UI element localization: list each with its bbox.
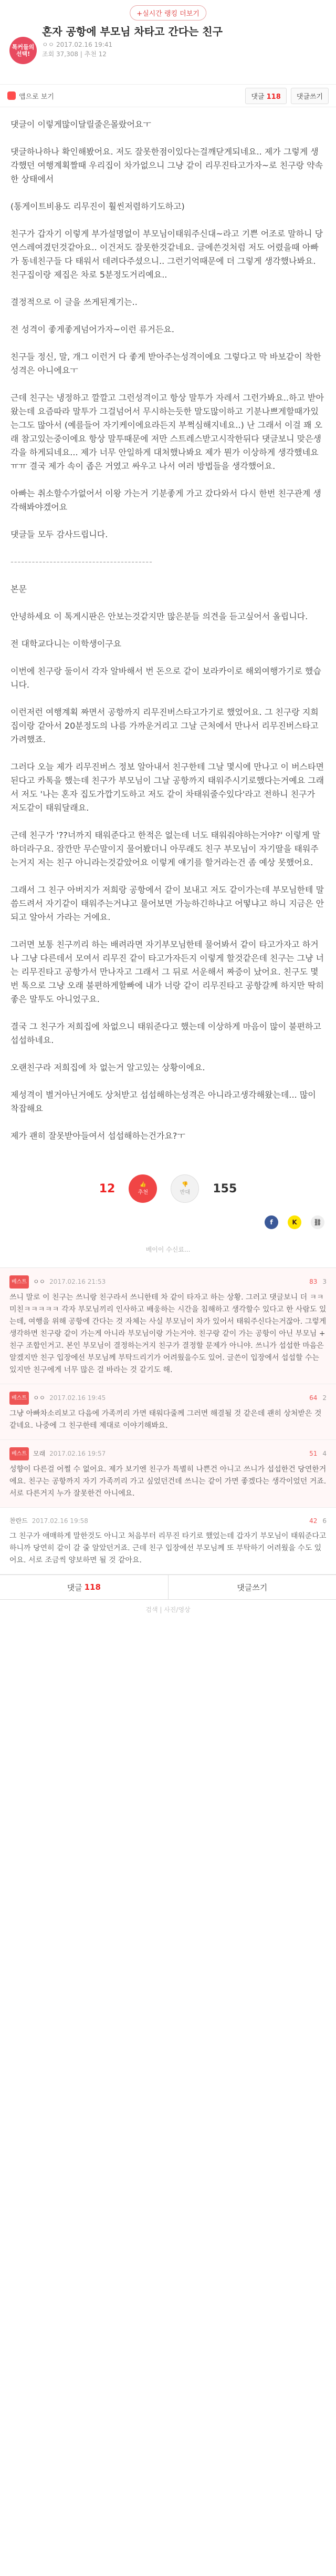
- article-paragraph: 이런저런 여행계획 짜면서 공항까지 리무진버스타고가기로 했었어요. 그 친구랑 지희집이랑 같아서 20분정도의 나름 가까운거리고 그날 근처에서 만나서 리무진버스타고가려했죠.: [10, 707, 319, 744]
- thumbs-up-icon: 👍: [140, 1182, 146, 1188]
- comment-text: 쓰니 말로 이 친구는 쓰니랑 친구라서 쓰니한테 차 같이 타자고 하는 상황. 그러고 댓글보니 더 ㅋㅋ 미친ㅋㅋㅋㅋㅋ 각자 부모님끼리 인사하고 배웅하는 시간을 침해하고 생각할수 있다고 한 사람도 있는데, 여행을 위해 공항에 간다는 것 자체는 사실 부모님이 차가 있어서 태워주신다는거잖아. 그렇게 생각하면 친구랑 같이 가는게 아니라 부모님이랑 가는거야. 친구랑 같이 가는 공항이 아닌 부모님 + 친구 조합인거고. 본인 부모님이 결정하는거지 친구가 결정할 문제가 아니야. 쓰니가 섭섭한 마음은 알겠지만 친구 입장에선 부모님께 부탁드리기가 어려웠을수도 있어. 글쓴이 입장에서 섭섭할 수는 있지만 친구에게 너무 많은 걸 바라는 것 같기도 해.: [9, 1293, 327, 1374]
- best-badge: 베스트: [9, 1447, 29, 1460]
- ad-label: 베이이 수신료...: [145, 1246, 191, 1253]
- post-meta: [42, 40, 112, 59]
- bottom-comment-label: 댓글: [67, 1582, 82, 1592]
- article-paragraph: 이번에 친구랑 둘이서 각자 알바해서 번 돈으로 같이 보라카이로 해외여행가기로 했습니다.: [10, 666, 321, 690]
- article-paragraph: 댓글하나하나 확인해봤어요. 저도 잘못한점이있다는걸깨닫게되네요.. 제가 그렇게 생각했던 여행계획짤때 우리집이 차가없으니 그냥 같이 리무진타고가자~로 친구랑 약속한 상태에서: [10, 147, 323, 184]
- comment-item: [0, 1384, 336, 1440]
- bottom-comment-button[interactable]: [0, 1575, 169, 1599]
- article-paragraph: 친구들 정신, 말, 개그 이런거 다 좋게 받아주는성격이에요 그렇다고 막 바보같이 착한성격은 아니에요ㅜ: [10, 352, 321, 375]
- comment-up-count[interactable]: 64: [309, 1394, 318, 1402]
- article-paragraph: 안녕하세요 이 톡게시판은 안보는것같지만 많은분들 의견을 듣고싶어서 올립니다.: [10, 611, 308, 621]
- comment-down-count[interactable]: 2: [322, 1394, 327, 1402]
- comment-list: [0, 1267, 336, 1575]
- article-paragraph: (통게이트비용도 리무진이 훨씬저렴하기도하고): [10, 201, 185, 211]
- comment-author[interactable]: 찬란드: [9, 1517, 28, 1525]
- vote-area: [0, 1174, 336, 1203]
- post-author-date: ㅇㅇ 2017.02.16 19:41: [42, 41, 113, 48]
- article-paragraph: 그러면 보통 친구끼리 하는 배려라면 자기부모님한테 물어봐서 같이 타고가자고 하거나 그냥 다른데서 모여서 리무진 같이 타고가자든지 이렇게 할것같은데 친구는 그냥 너는 리무진타고 공항가서 만나자고 그래서 그 뒤로 서운해서 짜증이 났어요. 친구도 몇번 톡으로 그냥 오래 불편하게할빠에 내가 너랑 같이 리무진타고 공항갈께 하지만 딱히 좋은 말투도 아니었구요.: [10, 939, 324, 1004]
- comment-text: 그 친구가 애매하게 말한것도 아니고 처음부터 리무진 타기로 했었는데 갑자기 부모님이 태워준다고 하니까 당연히 같이 갈 줄 알았던거죠. 근데 친구 입장에선 부모님께 또 부탁하기 어려웠을 수도 있어요. 서로 조금씩 양보하면 될 것 같아요.: [9, 1532, 327, 1565]
- app-icon: [7, 91, 16, 100]
- comment-date: 2017.02.16 19:58: [32, 1517, 88, 1525]
- comment-item: [0, 1440, 336, 1508]
- comment-text: 성향이 다른걸 어쩔 수 없어요. 제가 보기엔 친구가 특별히 나쁜건 아니고 쓰니가 섭섭한건 당연한거에요. 친구는 공항까지 자기 가족끼리 가고 싶었던건데 쓰니는 같이 가면 좋겠다는 생각이었던 거죠. 서로 다른거지 누가 잘못한건 아니에요.: [9, 1465, 327, 1498]
- comment-date: 2017.02.16 19:57: [49, 1450, 106, 1457]
- comment-text: 그냥 아빠차소리보고 다음에 가족끼리 가면 태워다줄께 그러면 해결될 것 같은데 괜히 상처받은 것 같네요. 나중에 그 친구한테 제대로 이야기해봐요.: [9, 1409, 322, 1430]
- article-paragraph: 아빠는 취소할수가없어서 이왕 가는거 기분좋게 가고 갔다와서 다시 한번 친구관계 생각해봐야겠어요: [10, 488, 321, 512]
- post-title: 혼자 공항에 부모님 차타고 간다는 친구: [42, 25, 223, 38]
- article-paragraph: 본문: [10, 584, 27, 594]
- up-vote-count: 12: [99, 1182, 116, 1195]
- article-paragraph: 그래서 그 친구 아버지가 저희랑 공항에서 같이 보내고 저도 같이가는데 부모님한테 말씀드려서 자기같이 태워주는거냐고 물어보면 가능하긴하냐고 어떻냐고 하니 지금은 안되고 알아서 가라는 거에요.: [10, 885, 324, 922]
- article-paragraph: 친구가 갑자기 이렇게 부가설명없이 부모님이태워주신대~라고 기쁜 어조로 말하니 당연스레여겼던것같아요.. 이건저도 잘못한것같네요. 글에쓴것처럼 저도 어렸을때 아빠가 동네친구들 다 태워서 데려다주셨으니.. 그런기억때문에 더 그렇게 생각했나봐요. 친구집이랑 제집은 차로 5분정도거리예요..: [10, 229, 323, 280]
- article-paragraph: 제성격이 별거아닌거에도 상처받고 섭섭해하는성격은 아니라고생각해왔는데... 많이 착잡해요: [10, 1090, 316, 1113]
- kakao-icon[interactable]: K: [288, 1215, 301, 1229]
- article-paragraph: 제가 괜히 잘못받아들여서 섭섭해하는건가요?ㅜ: [10, 1131, 185, 1141]
- toker-choice-badge: 톡커들의 선택!: [9, 37, 37, 64]
- write-comment-button[interactable]: 댓글쓰기: [291, 88, 329, 104]
- comment-down-count[interactable]: 6: [322, 1517, 327, 1525]
- thumbs-down-icon: 👎: [182, 1182, 188, 1188]
- comment-up-count[interactable]: 51: [309, 1450, 318, 1457]
- article-paragraph: 결국 그 친구가 저희집에 차없으니 태워준다고 했는데 이상하게 마음이 많이 불편하고 섭섭하네요.: [10, 1021, 321, 1045]
- comment-author[interactable]: ㅇㅇ: [33, 1394, 46, 1402]
- article-paragraph: 근데 친구가 '??너까지 태워준다고 한적은 없는데 너도 태워줘야하는거야?' 이렇게 말하더라구요. 잠깐만 무슨말이지 물어봤더니 아무래도 친구 부모님이 자기딸을 태워주는거지 저는 친구 아니라는것같았어요 이렇게 얘기를 할거라는건 좀 예상 못했어요.: [10, 830, 321, 867]
- comment-item: [0, 1508, 336, 1575]
- best-badge: 베스트: [9, 1275, 29, 1289]
- post-header: [0, 0, 336, 84]
- app-view-link[interactable]: [7, 91, 54, 101]
- up-vote-button[interactable]: [129, 1174, 157, 1203]
- bottom-action-bar: [0, 1575, 336, 1600]
- comment-count: 118: [266, 93, 281, 101]
- comment-up-count[interactable]: 83: [309, 1278, 318, 1285]
- comment-header: [9, 1275, 327, 1289]
- facebook-icon[interactable]: f: [265, 1215, 278, 1229]
- footer-links[interactable]: 검색 | 사진/영상: [145, 1606, 191, 1613]
- best-badge: 베스트: [9, 1392, 29, 1405]
- article-paragraph: 전 성격이 좋게좋게넘어가자~이런 류거든요.: [10, 324, 174, 334]
- comment-total: 155: [213, 1182, 237, 1195]
- comment-date: 2017.02.16 21:53: [49, 1278, 106, 1285]
- comment-votes: [309, 1392, 327, 1404]
- comment-label: 댓글: [251, 93, 265, 101]
- comment-author[interactable]: 모래: [33, 1450, 46, 1457]
- bottom-comment-count: 118: [84, 1582, 101, 1592]
- comment-down-count[interactable]: 3: [322, 1278, 327, 1285]
- realtime-ranking-button[interactable]: +실시간 랭킹 더보기: [130, 5, 206, 21]
- link-icon[interactable]: ⛓: [311, 1215, 324, 1229]
- article-paragraph: 댓글이 이렇게많이달릴줄은몰랐어요ㅜ: [10, 119, 151, 129]
- comment-up-count[interactable]: 42: [309, 1517, 318, 1525]
- article-paragraph: ----------------------------------------: [10, 557, 153, 567]
- share-row: [0, 1203, 336, 1229]
- comment-date: 2017.02.16 19:45: [49, 1394, 106, 1402]
- article-paragraph: 그러다 오늘 제가 리무진버스 정보 알아내서 친구한테 그날 몇시에 만나고 이 버스타면된다고 카톡을 했는데 친구가 부모님이 그날 공항까지 태워주시기로했다는거예요 그래서 저도 '나는 혼자 집도가깝기도하고 저도 같이 차태워줄수있다'라고 전하니 친구가 저도같이 태워달래요.: [10, 762, 324, 813]
- comment-votes: [309, 1515, 327, 1527]
- article-body: [0, 107, 336, 1157]
- comment-header: [9, 1447, 327, 1460]
- comment-item: [0, 1268, 336, 1384]
- comment-count-button[interactable]: [245, 88, 286, 104]
- comment-author[interactable]: ㅇㅇ: [33, 1278, 46, 1285]
- article-paragraph: 근데 친구는 냉정하고 깔깔고 그런성격이고 항상 말투가 자레서 그런가봐요..하고 받아왔는데 요즘따라 말투가 그걸넘어서 무시하는듯한 말도많이하고 기분나쁘게할때가있는그도 많아서 (예를들어 자기케이에요라든지 부쩍심해지네요..) 난 그래서 이걸 꽤 오래 참고있는중이에요 항상 말투때문에 저만 스트레스받고시작한뒤다 댓글보니 맞은생각을 하게되네요... 제가 너무 안일하게 대처했나봐요 제가 뭔가 이상하게 생각했네요 ㅠㅠ 결국 제가 속이 좁은 거였고 싸우고 나서 여러 방법들을 생각했어요.: [10, 393, 324, 471]
- app-view-label: 앱으로 보기: [19, 93, 54, 101]
- article-paragraph: 결정적으로 이 글을 쓰게된계기는..: [10, 297, 138, 307]
- post-stats: 조회 37,308 | 추천 12: [42, 50, 107, 58]
- down-vote-label: 반대: [180, 1190, 190, 1195]
- article-paragraph: 오랜친구라 저희집에 차 없는거 알고있는 상황이에요.: [10, 1062, 205, 1072]
- bottom-write-comment-button[interactable]: 댓글쓰기: [237, 1582, 268, 1592]
- comment-down-count[interactable]: 4: [322, 1450, 327, 1457]
- down-vote-button[interactable]: [171, 1174, 199, 1203]
- article-paragraph: 댓글들 모두 감사드립니다.: [10, 529, 108, 539]
- top-action-bar: [0, 84, 336, 107]
- comment-header: [9, 1515, 327, 1527]
- comment-votes: [309, 1276, 327, 1288]
- comment-header: [9, 1392, 327, 1405]
- comment-votes: [309, 1448, 327, 1460]
- up-vote-label: 추천: [138, 1190, 148, 1195]
- article-paragraph: 전 대학교다니는 이학생이구요: [10, 639, 122, 649]
